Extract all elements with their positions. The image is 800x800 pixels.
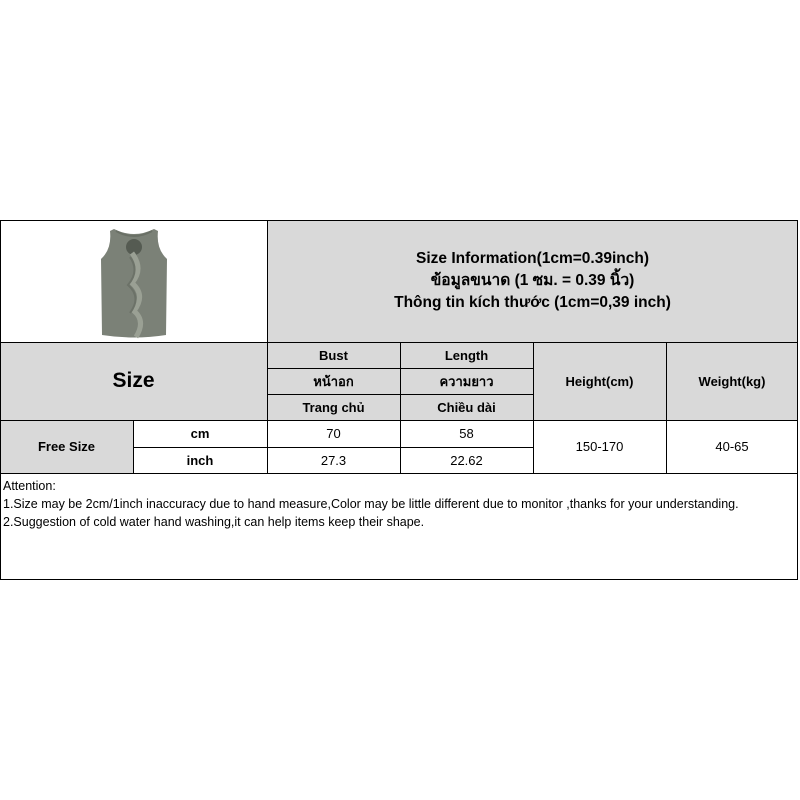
length-header-vi: Chiều dài — [400, 394, 533, 420]
length-header-th: ความยาว — [400, 368, 533, 394]
height-header: Height(cm) — [533, 342, 666, 420]
length-inch: 22.62 — [450, 452, 483, 468]
info-title-vi: Thông tin kích thước (1cm=0,39 inch) — [394, 294, 671, 311]
info-title-en: Size Information(1cm=0.39inch) — [416, 250, 649, 267]
notes-item-2: 2.Suggestion of cold water hand washing,it can help items keep their shape. — [3, 515, 425, 529]
product-image — [72, 223, 196, 341]
notes-title: Attention: — [3, 479, 56, 493]
length-cm: 58 — [459, 426, 474, 441]
length-header-en: Length — [400, 342, 533, 368]
unit-inch: inch — [186, 452, 214, 468]
size-chart — [0, 220, 800, 580]
bust-inch: 27.3 — [320, 452, 347, 468]
size-header-label: Size — [112, 369, 155, 392]
unit-cm: cm — [190, 426, 210, 441]
info-area — [267, 220, 798, 342]
height-value: 150-170 — [575, 439, 624, 454]
info-title-th: ข้อมูลขนาด (1 ซม. = 0.39 นิ้ว) — [430, 272, 635, 289]
sleeveless-top-image — [72, 223, 196, 341]
free-size-label: Free Size — [0, 420, 133, 473]
weight-header: Weight(kg) — [666, 342, 798, 420]
bust-header-en: Bust — [267, 342, 400, 368]
bust-header-th: หน้าอก — [267, 368, 400, 394]
attention-notes — [3, 477, 793, 531]
notes-item-1: 1.Size may be 2cm/1inch inaccuracy due to hand measure,Color may be little different due to monitor ,thanks for your understanding. — [3, 497, 739, 511]
size-header — [0, 342, 267, 420]
weight-value: 40-65 — [715, 439, 749, 454]
bust-header-vi: Trang chủ — [267, 394, 400, 420]
bust-cm: 70 — [326, 426, 341, 441]
